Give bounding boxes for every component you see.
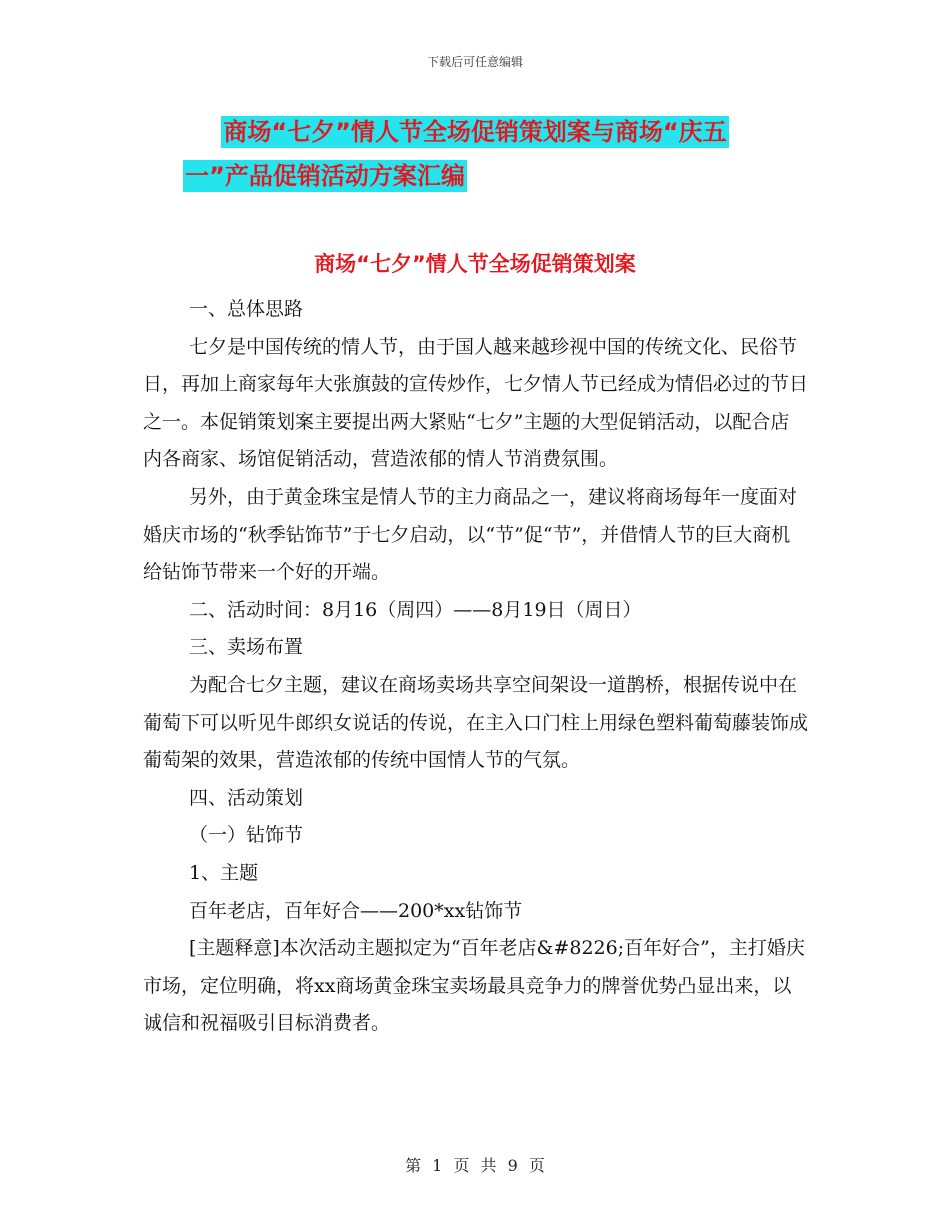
- paragraph-theme-explanation: [主题释意]本次活动主题拟定为“百年老店&#8226;百年好合”，主打婚庆市场，定位明确，将xx商场黄金珠宝卖场最具竞争力的牌誉优势凸显出来，以诚信和祝福吸引目标消费者。: [143, 937, 805, 1035]
- paragraph-gold-jewelry: 另外，由于黄金珠宝是情人节的主力商品之一，建议将商场每年一度面对婚庆市场的“秋季钻饰节”于七夕启动，以“节”促“节”，并借情人节的巨大商机给钻饰节带来一个好的开端。: [143, 485, 798, 584]
- main-title-line-2: 一”产品促销活动方案汇编: [185, 162, 465, 190]
- section-title: 商场“七夕”情人节全场促销策划案: [314, 252, 636, 276]
- main-title-line-1: 商场“七夕”情人节全场促销策划案与商场“庆五: [223, 118, 727, 146]
- paragraph-intro: 七夕是中国传统的情人节，由于国人越来越珍视中国的传统文化、民俗节日，再加上商家每年大张旗鼓的宣传炒作，七夕情人节已经成为情侣必过的节日之一。本促销策划案主要提出两大紧贴“七夕”主题的大型促销活动，以配合店内各商家、场馆促销活动，营造浓郁的情人节消费氛围。: [143, 335, 809, 471]
- heading-overall-idea: 一、总体思路: [189, 298, 304, 320]
- paragraph-theme: 百年老店，百年好合——200*xx钻饰节: [189, 899, 523, 922]
- heading-store-layout: 三、卖场布置: [189, 636, 304, 659]
- heading-activity-plan: 四、活动策划: [189, 786, 304, 809]
- paragraph-layout: 为配合七夕主题，建议在商场卖场共享空间架设一道鹊桥，根据传说中在葡萄下可以听见牛郎织女说话的传说，在主入口门柱上用绿色塑料葡萄藤装饰成葡萄架的效果，营造浓郁的传统中国情人节的气氛。: [143, 673, 809, 772]
- heading-theme: 1、主题: [189, 861, 259, 884]
- heading-activity-time: 二、活动时间：8月16（周四）——8月19日（周日）: [189, 598, 642, 621]
- heading-diamond-festival: （一）钻饰节: [189, 824, 304, 847]
- page-footer: 第 1 页 共 9 页: [405, 1156, 545, 1175]
- page-header: 下载后可任意编辑: [426, 55, 523, 69]
- body-text: [143, 291, 808, 1043]
